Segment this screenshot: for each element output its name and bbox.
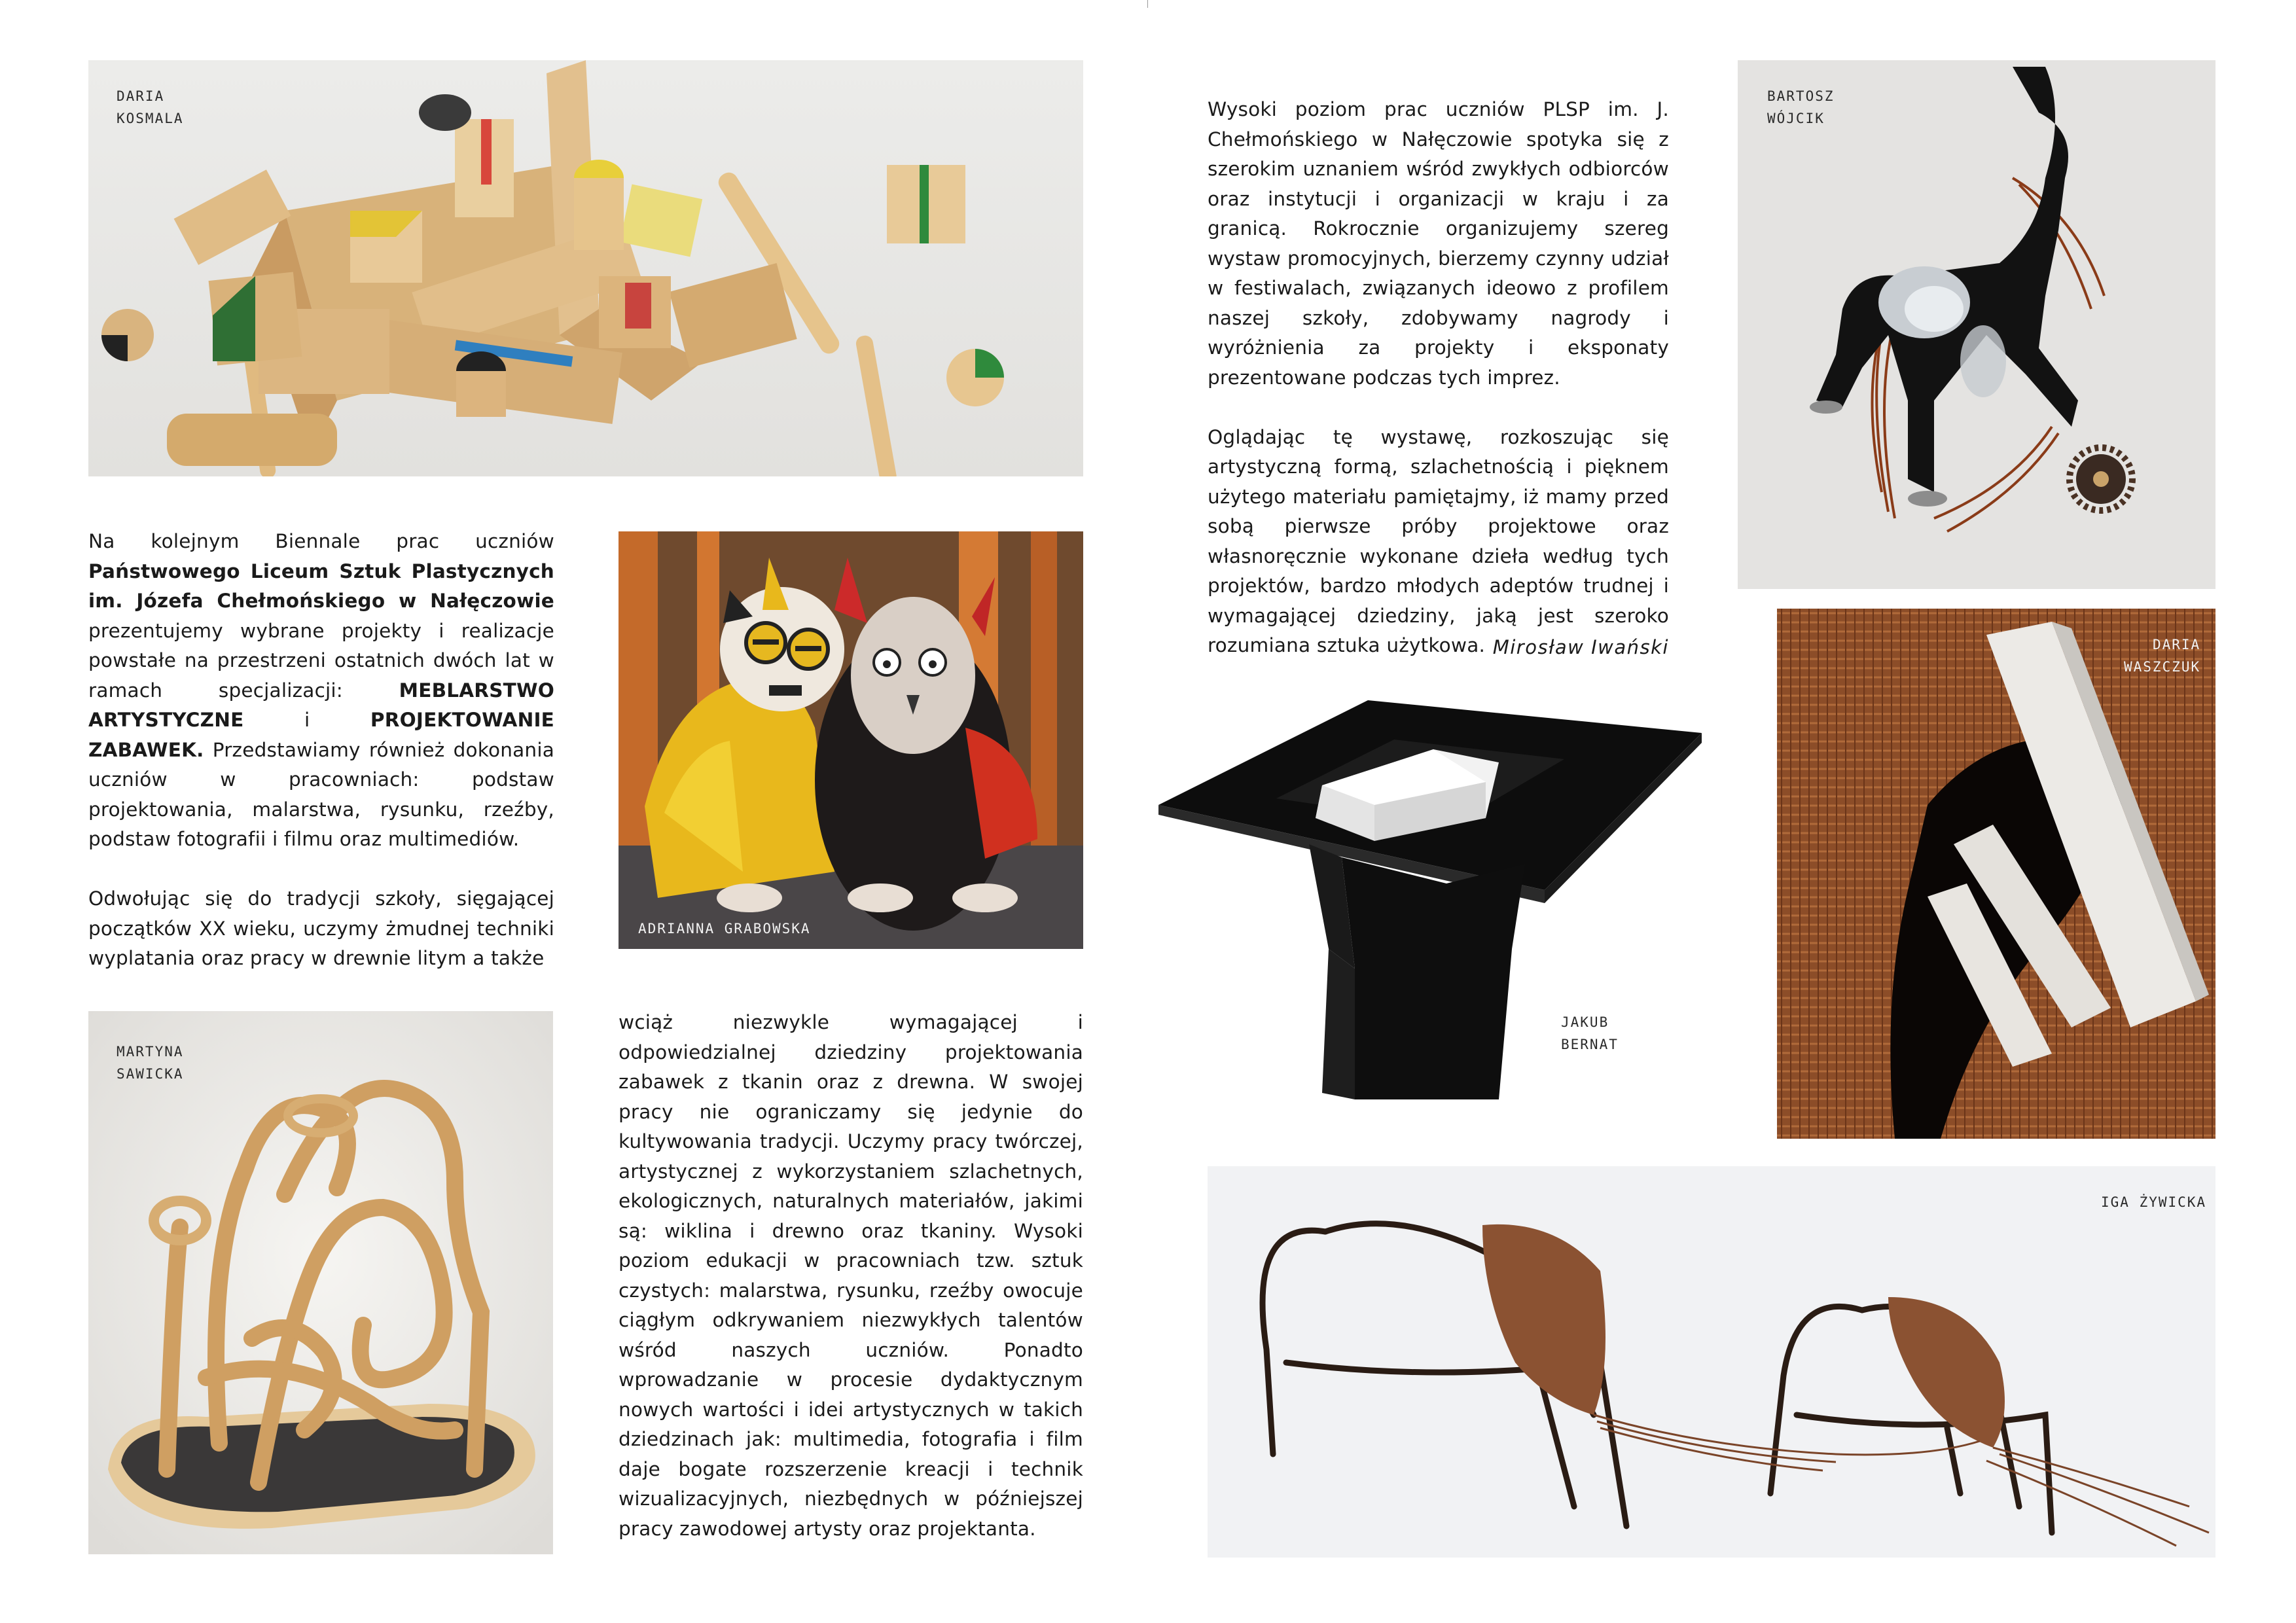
education-paragraph: wciąż niezwykle wymagającej i odpowiedzialnej dziedziny projektowania zabawek z tkanin oraz z drewna. W swojej pracy nie ograniczamy się jedynie do kultywowania tradycji. Uczymy pracy twórczej, artystycznej z wykorzystaniem szlachetnych, ekologicznych, naturalnych materiałów, jakimi są: wiklina i drewno oraz tkaniny. Wysoki poziom edukacji w pracowniach tzw. sztuk czystych: malarstwa, rysunku, rzeźby owocuje ciągłym odkrywaniem niezwykłych talentów wśród naszych uczniów. Ponadto wprowadzanie w procesie dydaktycznym nowych wartości i idei artystycznych w takich dziedzinach jak: multimedia, fotografia i film daje bogate rozszerzenie kreacji i technik wizualizacyjnych, niezbędnych w późniejszej pracy zawodowej artysty oraz projektanta. xyxy=(619,1011,1083,1540)
specialization-toys: PROJEKTOWANIE ZABAWEK. xyxy=(88,709,554,761)
specialization-furniture: MEBLARSTWO ARTYSTYCZNE xyxy=(88,679,554,731)
page-fold-mark xyxy=(1147,0,1148,8)
school-name: Państwowego Liceum Sztuk Plastycznych im. Józefa Chełmońskiego w Nałęczowie xyxy=(88,560,554,612)
tradition-paragraph: Odwołując się do tradycji szkoły, sięgającej początków XX wieku, uczymy żmudnej techniki wyplatania oraz pracy w drewnie litym a także xyxy=(88,887,554,969)
text-column-middle xyxy=(619,1008,1083,1544)
recognition-paragraph: Wysoki poziom prac uczniów PLSP im. J. Chełmońskiego w Nałęczowie spotyka się z szerokim uznaniem wśród zwykłych odbiorców oraz instytucji i organizacji w kraju i za granicą. Rokrocznie organizujemy szereg wystaw promocyjnych, bierzemy czynny udział w festiwalach, związanych ideowo z profilem naszej szkoły, zdobywamy nagrody i wyróżnienia za projekty i eksponaty prezentowane podczas tych imprez. xyxy=(1208,98,1669,389)
caption-bartosz-wojcik: BARTOSZ WÓJCIK xyxy=(1767,88,1835,126)
intro-text-1: Na kolejnym Biennale prac uczniów xyxy=(88,530,554,552)
text-column-left xyxy=(88,527,554,974)
caption-iga-zywicka: IGA ŻYWICKA xyxy=(2101,1194,2207,1210)
caption-daria-waszczuk: DARIA WASZCZUK xyxy=(2124,637,2201,675)
photo-horse-sculpture xyxy=(1738,60,2215,589)
caption-jakub-bernat: JAKUB BERNAT xyxy=(1561,1014,1619,1052)
photo-plush-monsters xyxy=(619,531,1083,949)
photo-wicker-benches-snow xyxy=(1208,1166,2215,1558)
photo-wooden-blocks xyxy=(88,60,1083,476)
text-column-right xyxy=(1208,95,1669,661)
closing-paragraph: Oglądając tę wystawę, rozkoszując się artystyczną formą, szlachetnością i pięknem użytego materiału pamiętajmy, iż mamy przed sobą pierwsze próby projektowe oraz własnoręcznie wykonane dzieła według tych projektów, bardzo młodych adeptów trudnej i wymagającej dziedziny, jaką jest szeroko rozumiana sztuka użytkowa. xyxy=(1208,425,1669,656)
intro-text-2: prezentujemy wybrane projekty i realizacje powstałe na przestrzeni ostatnich dwóch lat w ramach specjalizacji: xyxy=(88,619,554,702)
caption-daria-kosmala: DARIA KOSMALA xyxy=(117,88,184,126)
caption-martyna-sawicka: MARTYNA SAWICKA xyxy=(117,1044,184,1082)
photo-black-table xyxy=(1158,687,1702,1145)
intro-text-3: i xyxy=(243,709,370,731)
intro-paragraph xyxy=(88,527,554,855)
caption-adrianna-grabowska: ADRIANNA GRABOWSKA xyxy=(638,921,811,936)
photo-wicker-chair xyxy=(1777,609,2215,1139)
intro-text-4: Przedstawiamy również dokonania uczniów w pracowniach: podstaw projektowania, malarstwa, rysunku, rzeźby, podstaw fotografii i filmu oraz multimediów. xyxy=(88,738,554,850)
photo-wooden-sculpture xyxy=(88,1011,553,1554)
author-signature: Mirosław Iwański xyxy=(1492,636,1669,658)
